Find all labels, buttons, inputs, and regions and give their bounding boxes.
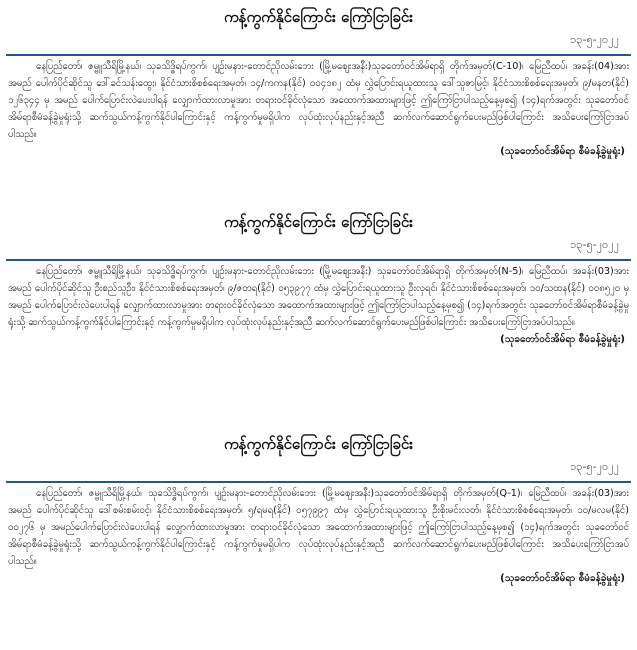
notice-body: နေပြည်တော်၊ ဇမ္ဗူသီရိမြို့နယ်၊ သုခသိဒ္ဓိရပ်ကွက်၊ ပျဉ်းမနား-တောင်ညိုလမ်းဘေး (မြို့မဈေးအနီး) သုခတော်ဝင်အိမ်ရာရှိ တိုက်အမှတ်(N-5)၊ မြေညီထပ်၊ အခန်း(03)အား အမည် ပေါက်ပိုင်ဆိုင်သူ ဦးစည်သူဦး၊ နိုင်ငံသားစိစစ်ရေးအမှတ်၊ ၉/ဇတရ(နိုင်) ၀၅၃၉၇၇ ထံမှ လွှဲပြောင်းရယူထားသူ ဦးလှရင်၊ နိုင်ငံသားစိစစ်ရေးအမှတ်၊ ၁၀/သထန(နိုင်) ၀၀၈၅၂၀ မှ အမည် ပေါက်ပြောင်းလဲပေးပါရန် လျှောက်ထားလာမှုအား တရားဝင်ခိုင်လုံသော အထောက်အထားများဖြင့် ဤကြော်ငြာပါသည့်နေ့မှစ၍ (၁၄)ရက်အတွင်း သုခတော်ဝင်အိမ်ရာစီမံခန့်ခွဲမှုရုံးသို့ ဆက်သွယ်ကန့်ကွက်နိုင်ပါကြောင်းနှင့် ကန့်ကွက်မှုမရှိပါက လုပ်ထုံးလုပ်နည်းနှင့်အညီ ဆက်လက်ဆောင်ရွက်ပေးမည်ဖြစ်ပါကြောင်း အသိပေးကြော်ငြာအပ်ပါသည်။ — [8, 266, 629, 328]
notice-1 — [0, 0, 637, 205]
notice-date: ၁၃-၅-၂၀၂၂ — [570, 460, 619, 473]
notice-body: နေပြည်တော်၊ ဇမ္ဗူသီရိမြို့နယ်၊ သုခသိဒ္ဓိရပ်ကွက်၊ ပျဉ်းမနား-တောင်ညိုလမ်းဘေး (မြို့မဈေးအနီး)သုခတော်ဝင်အိမ်ရာရှိ တိုက်အမှတ်(C-10)၊ မြေညီထပ်၊ အခန်း(04)အား အမည် ပေါက်ပိုင်ဆိုင်သူ ဒေါ်ခင်သန်းထွေး၊ နိုင်ငံသားစိစစ်ရေးအမှတ်၊ ၁၄/ကကန(နိုင်) ၀၀၄၁၈၂ ထံမှ လွှဲပြောင်းရယူထားသူ ဒေါ်သူဇာမြင့်၊ နိုင်ငံသားစိစစ်ရေးအမှတ်၊ ၉/မနတ(နိုင်) ၁၂၆၃၄၄ မှ အမည် ပေါက်ပြောင်းလဲပေးပါရန် လျှောက်ထားလာမှုအား တရားဝင်ခိုင်လုံသော အထောက်အထားများဖြင့် ဤကြော်ငြာပါသည့်နေ့မှစ၍ (၁၄)ရက်အတွင်း သုခတော်ဝင်အိမ်ရာစီမံခန့်ခွဲမှုရုံးသို့ ဆက်သွယ်ကန့်ကွက်နိုင်ပါကြောင်းနှင့် ကန့်ကွက်မှုမရှိပါက လုပ်ထုံးလုပ်နည်းနှင့်အညီ ဆက်လက်ဆောင်ရွက်ပေးမည်ဖြစ်ပါကြောင်း အသိပေးကြော်ငြာအပ်ပါသည်။ — [8, 61, 629, 140]
notice-2 — [0, 205, 637, 427]
notice-title: ကန့်ကွက်နိုင်ကြောင်း ကြော်ငြာခြင်း — [224, 435, 413, 453]
notice-title: ကန့်ကွက်နိုင်ကြောင်း ကြော်ငြာခြင်း — [224, 213, 413, 231]
notice-date: ၁၃-၅-၂၀၂၂ — [570, 238, 619, 251]
notice-signature: (သုခတော်ဝင်အိမ်ရာ စီမံခန့်ခွဲမှုရုံး) — [500, 573, 625, 584]
notice-title: ကန့်ကွက်နိုင်ကြောင်း ကြော်ငြာခြင်း — [224, 8, 413, 26]
notice-signature: (သုခတော်ဝင်အိမ်ရာ စီမံခန့်ခွဲမှုရုံး) — [500, 146, 625, 157]
notice-signature: (သုခတော်ဝင်အိမ်ရာ စီမံခန့်ခွဲမှုရုံး) — [500, 334, 625, 345]
notice-date: ၁၃-၅-၂၀၂၂ — [570, 33, 619, 46]
notice-body: နေပြည်တော်၊ ဇမ္ဗူသီရိမြို့နယ်၊ သုခသိဒ္ဓိရပ်ကွက်၊ ပျဉ်းမနား-တောင်ညိုလမ်းဘေး (မြို့မဈေးအနီး)သုခတော်ဝင်အိမ်ရာရှိ တိုက်အမှတ်(Q-1)၊ မြေညီထပ်၊ အခန်း(03)အား အမည် ပေါက်ပိုင်ဆိုင်သူ ဒေါ်စမ်းစမ်းဝင့်၊ နိုင်ငံသားစိစစ်ရေးအမှတ်၊ ၅/ရမရ(နိုင်) ၀၅၇၉၉၇ ထံမှ လွှဲပြောင်းရယူထားသူ ဦးစိုးမင်းလတ်၊ နိုင်ငံသားစိစစ်ရေးအမှတ်၊ ၁၀/မလမ(နိုင်) ၀၀၂၇၆ မှ အမည်ပေါက်ပြောင်းလဲပေးပါရန် လျှောက်ထားလာမှုအား တရားဝင်ခိုင်လုံသော အထောက်အထားများဖြင့် ဤကြော်ငြာပါသည့်နေ့မှစ၍ (၁၄)ရက်အတွင်း သုခတော်ဝင်အိမ်ရာစီမံခန့်ခွဲမှုရုံးသို့ ဆက်သွယ်ကန့်ကွက်နိုင်ပါကြောင်းနှင့် ကန့်ကွက်မှုမရှိပါက လုပ်ထုံးလုပ်နည်းနှင့်အညီ ဆက်လက်ဆောင်ရွက်ပေးမည်ဖြစ်ပါကြောင်း အသိပေးကြော်ငြာအပ်ပါသည်။ — [8, 488, 629, 567]
notice-3 — [0, 427, 637, 650]
